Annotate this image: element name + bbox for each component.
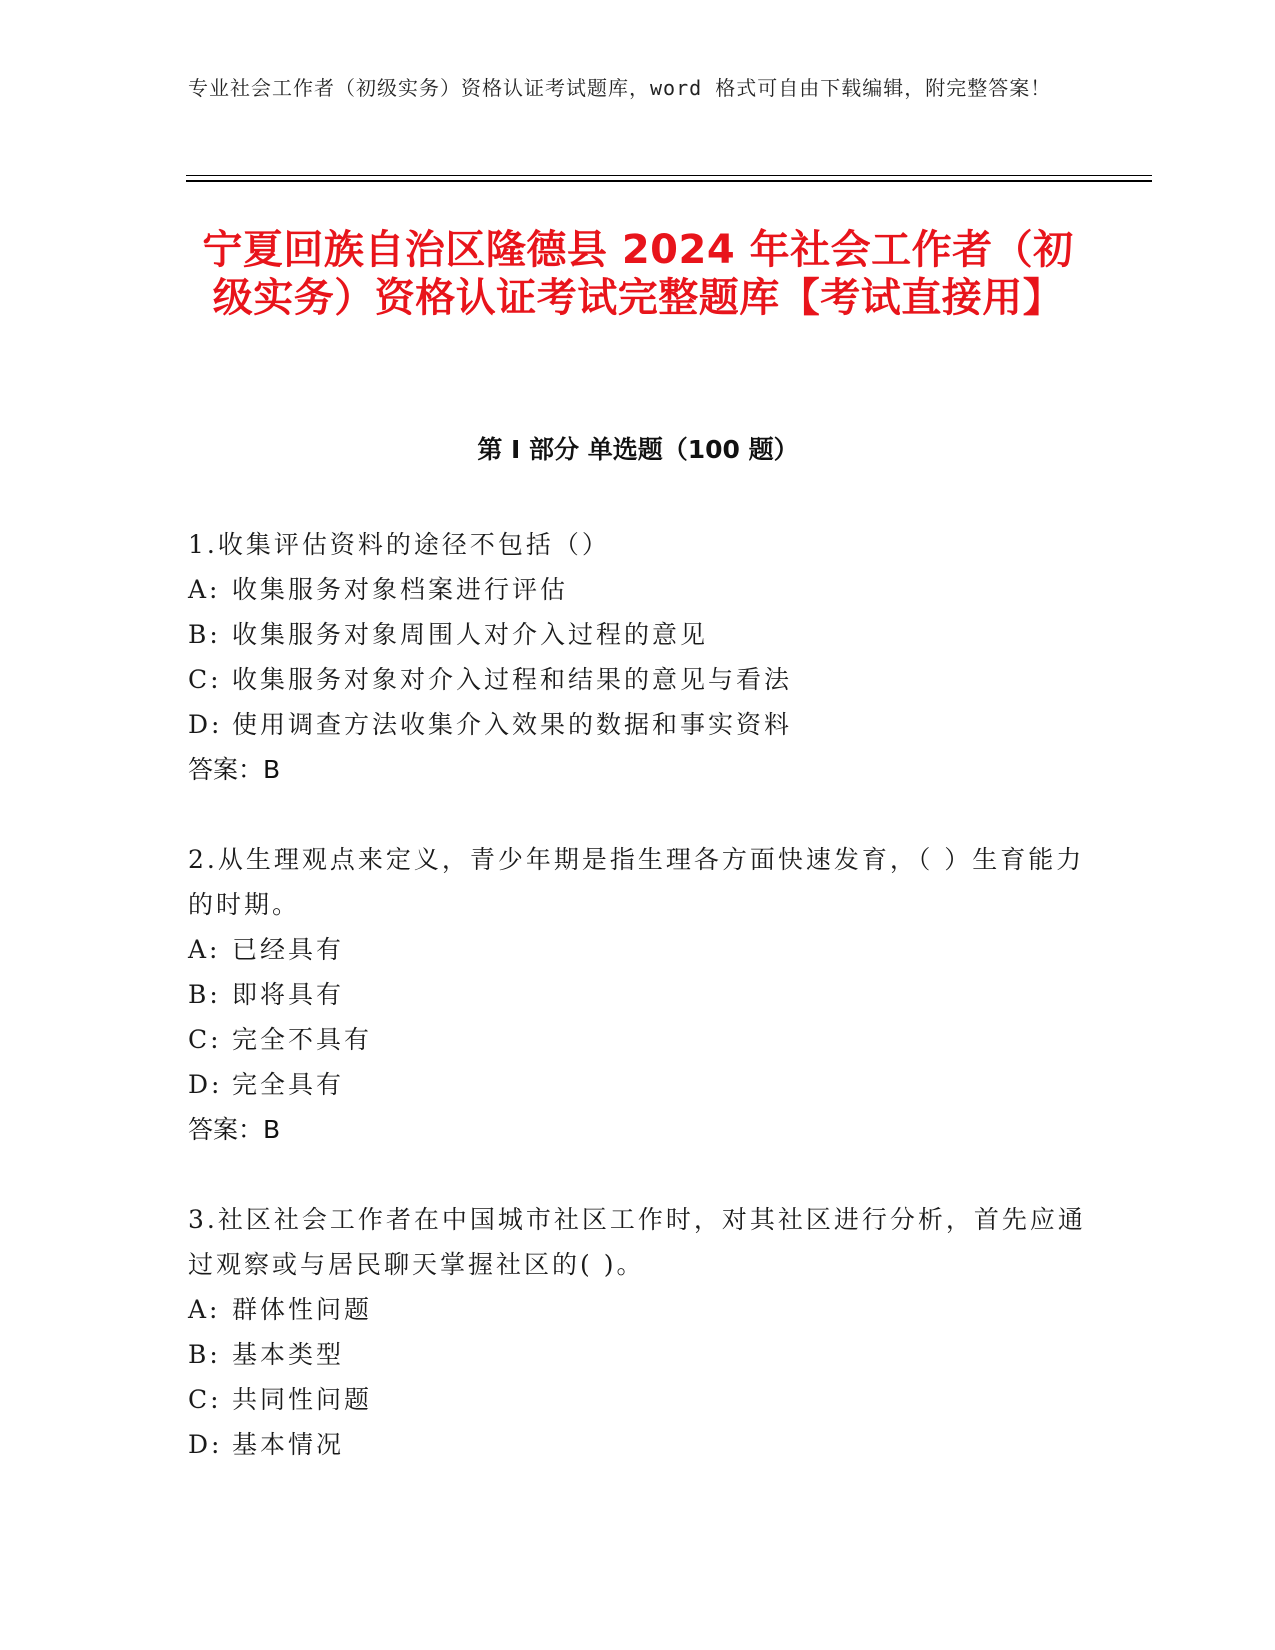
option-text: 完全具有 bbox=[232, 1070, 345, 1099]
question-stem: 1.收集评估资料的途径不包括（） bbox=[188, 530, 610, 559]
option-text: 共同性问题 bbox=[232, 1385, 373, 1414]
option-key: C: bbox=[188, 1025, 222, 1054]
option-key: A: bbox=[188, 935, 221, 964]
option-text: 收集服务对象周围人对介入过程的意见 bbox=[232, 620, 709, 649]
option-key: C: bbox=[188, 665, 222, 694]
option-d bbox=[188, 1422, 1088, 1467]
option-d bbox=[188, 1062, 1088, 1107]
option-a bbox=[188, 567, 1088, 612]
option-key: B: bbox=[188, 1340, 221, 1369]
section-title: 第 I 部分 单选题（100 题） bbox=[477, 435, 799, 464]
answer-line: 答案：B bbox=[188, 755, 281, 784]
header-text: 专业社会工作者（初级实务）资格认证考试题库，word 格式可自由下载编辑，附完整答案！ bbox=[188, 76, 1052, 100]
question-stem: 2.从生理观点来定义，青少年期是指生理各方面快速发育，（ ）生育能力的时期。 bbox=[188, 845, 1085, 919]
option-key: B: bbox=[188, 980, 221, 1009]
option-key: A: bbox=[188, 575, 221, 604]
option-a bbox=[188, 927, 1088, 972]
option-b bbox=[188, 972, 1088, 1017]
option-c bbox=[188, 1377, 1088, 1422]
option-key: D: bbox=[188, 1070, 223, 1099]
option-b bbox=[188, 612, 1088, 657]
option-text: 完全不具有 bbox=[232, 1025, 373, 1054]
option-b bbox=[188, 1332, 1088, 1377]
option-text: 收集服务对象对介入过程和结果的意见与看法 bbox=[232, 665, 793, 694]
question-2 bbox=[188, 837, 1088, 1152]
option-d bbox=[188, 702, 1088, 747]
option-a bbox=[188, 1287, 1088, 1332]
option-key: D: bbox=[188, 710, 223, 739]
question-1 bbox=[188, 522, 1088, 792]
header-rule-thin bbox=[186, 175, 1152, 176]
document-title: 宁夏回族自治区隆德县 2024 年社会工作者（初级实务）资格认证考试完整题库【考试直接用】 bbox=[202, 227, 1074, 321]
answer-line: 答案：B bbox=[188, 1115, 281, 1144]
option-key: B: bbox=[188, 620, 221, 649]
option-text: 基本类型 bbox=[232, 1340, 345, 1369]
option-c bbox=[188, 1017, 1088, 1062]
option-c bbox=[188, 657, 1088, 702]
option-key: D: bbox=[188, 1430, 223, 1459]
option-text: 使用调查方法收集介入效果的数据和事实资料 bbox=[232, 710, 793, 739]
option-text: 已经具有 bbox=[232, 935, 345, 964]
option-text: 收集服务对象档案进行评估 bbox=[232, 575, 569, 604]
question-list bbox=[188, 522, 1088, 1512]
question-3 bbox=[188, 1197, 1088, 1467]
header-rule-thick bbox=[186, 180, 1152, 182]
option-text: 群体性问题 bbox=[232, 1295, 373, 1324]
option-key: C: bbox=[188, 1385, 222, 1414]
option-key: A: bbox=[188, 1295, 221, 1324]
question-stem: 3.社区社会工作者在中国城市社区工作时，对其社区进行分析，首先应通过观察或与居民聊天掌握社区的( )。 bbox=[188, 1205, 1086, 1279]
option-text: 基本情况 bbox=[232, 1430, 345, 1459]
option-text: 即将具有 bbox=[232, 980, 345, 1009]
